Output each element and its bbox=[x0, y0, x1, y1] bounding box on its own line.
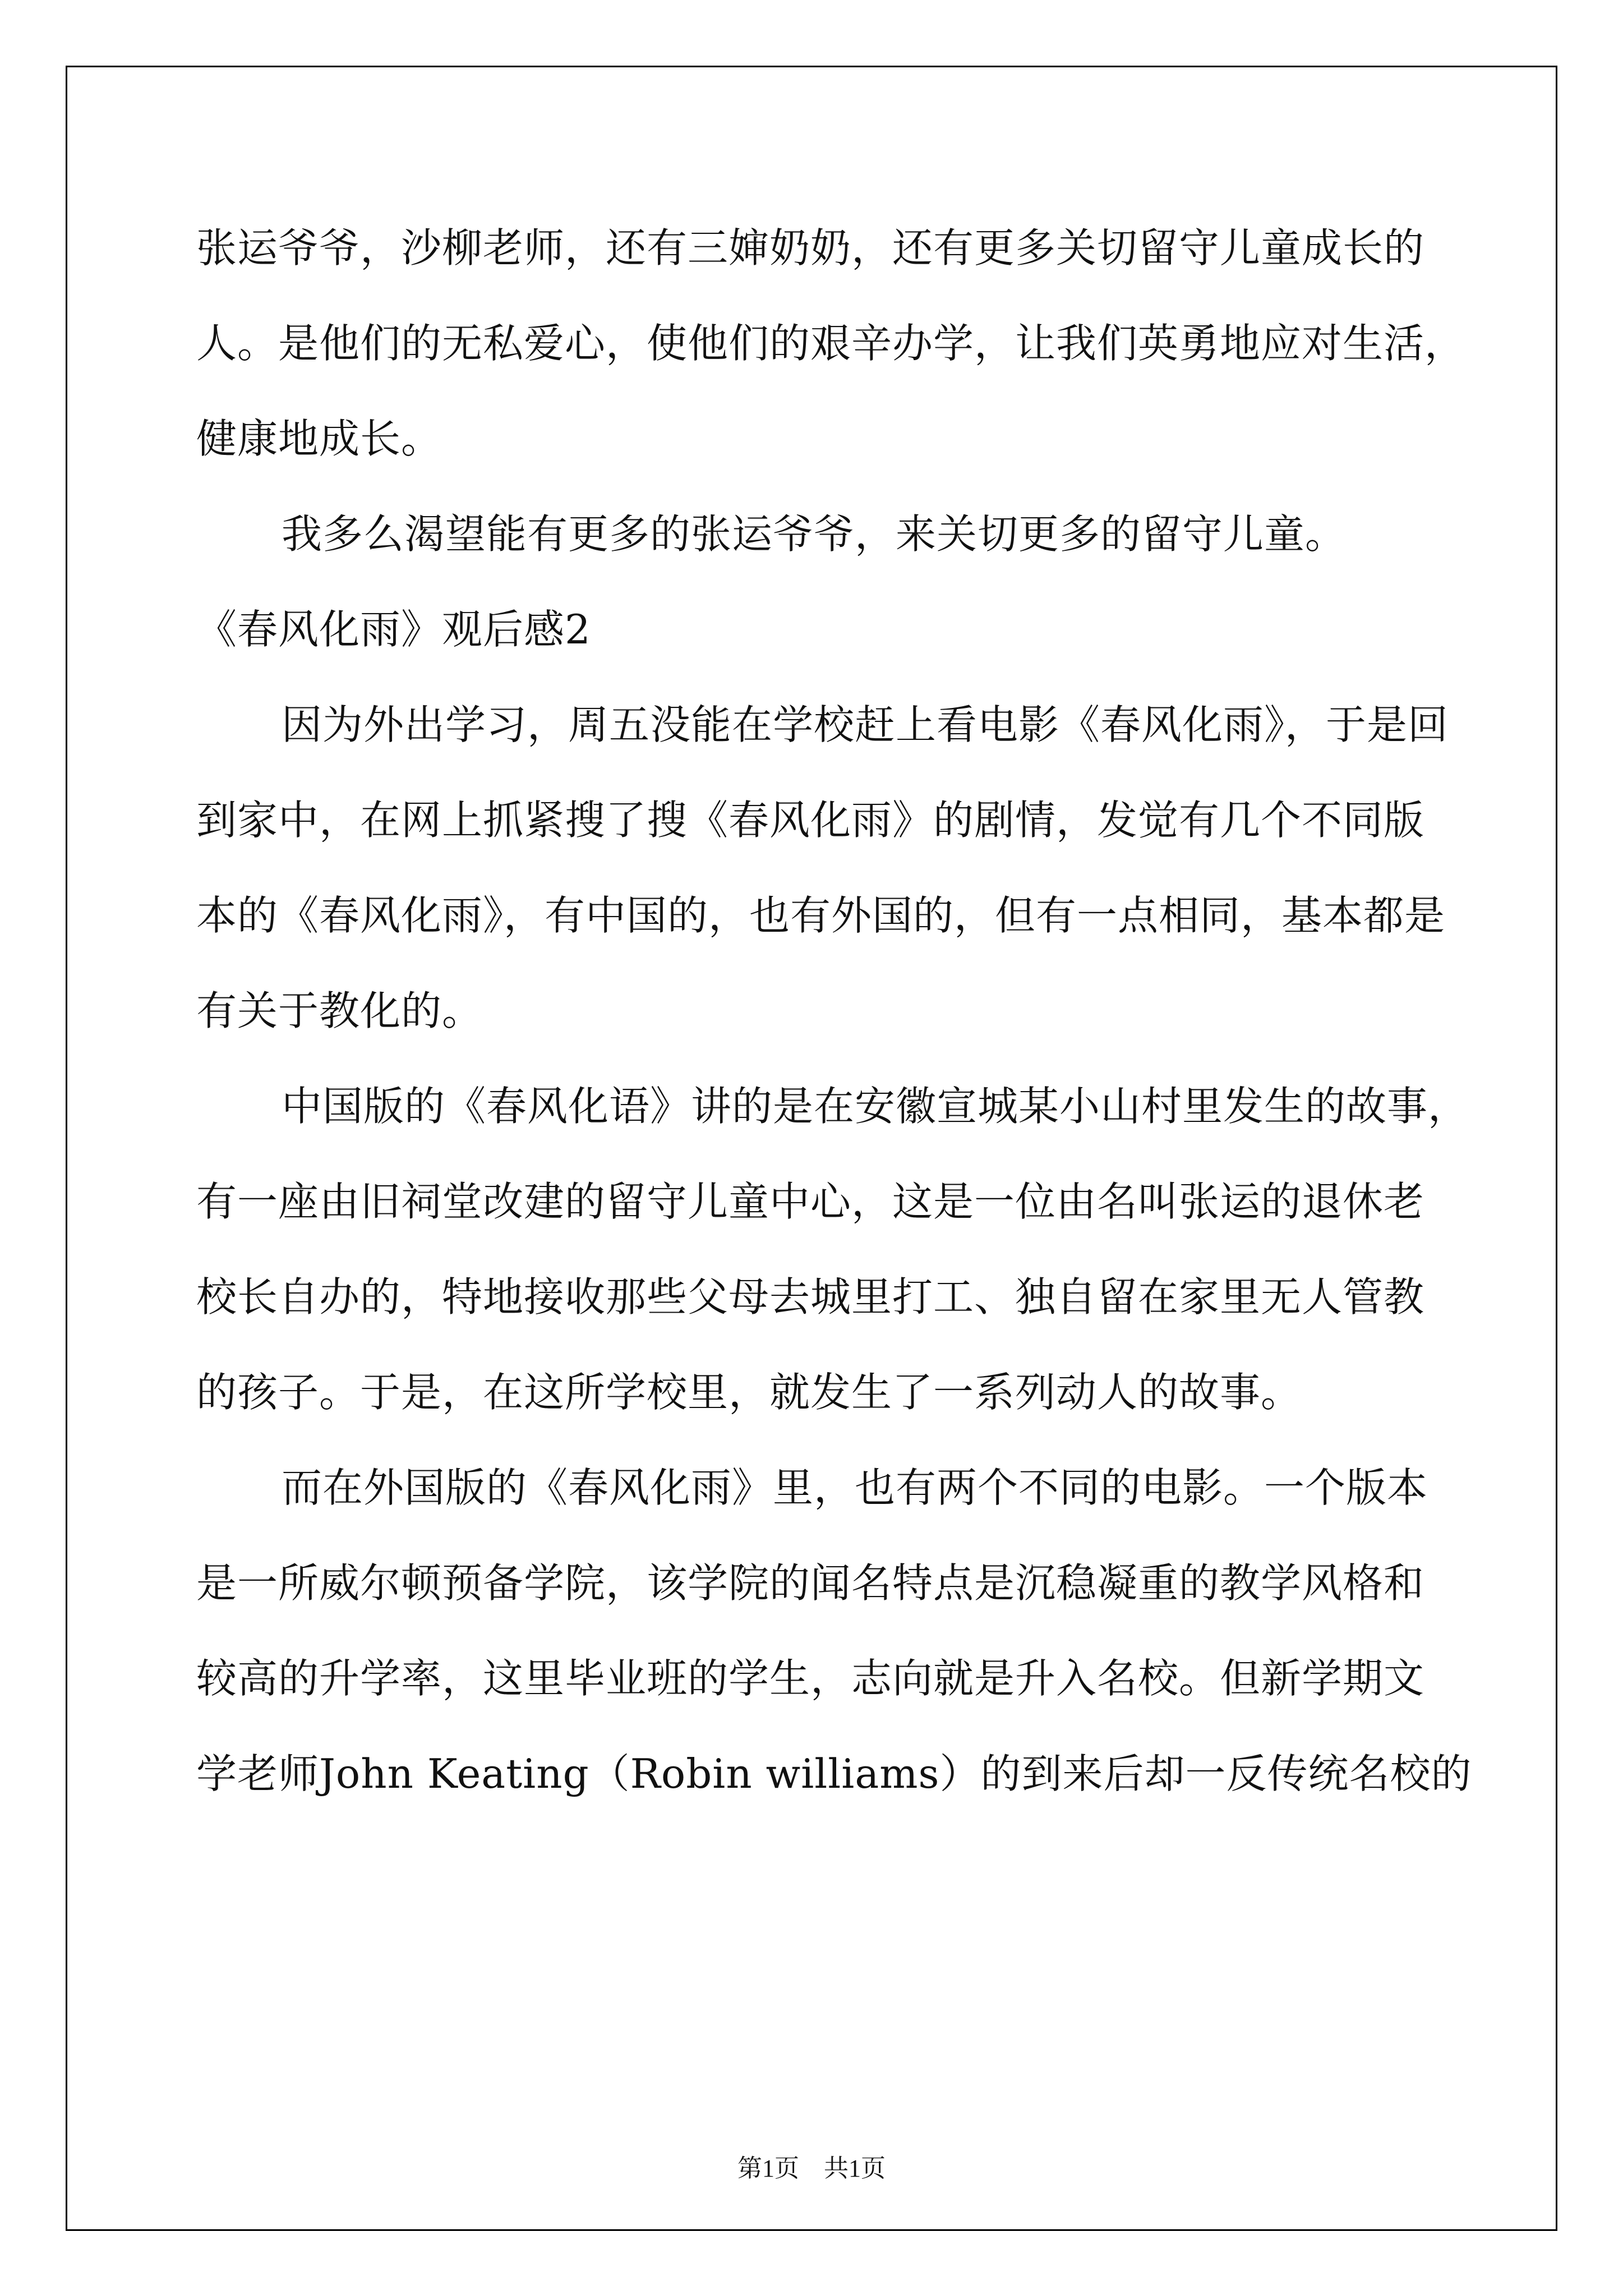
text-line: 到家中，在网上抓紧搜了搜《春风化雨》的剧情，发觉有几个不同版 bbox=[196, 797, 1425, 844]
section-heading: 《春风化雨》观后感2 bbox=[196, 606, 591, 653]
text-line: 有一座由旧祠堂改建的留守儿童中心，这是一位由名叫张运的退休老 bbox=[196, 1178, 1425, 1225]
text-line: 健康地成长。 bbox=[196, 415, 442, 462]
text-line: 张运爷爷，沙柳老师，还有三婶奶奶，还有更多关切留守儿童成长的 bbox=[196, 224, 1425, 272]
text-line: 中国版的《春风化语》讲的是在安徽宣城某小山村里发生的故事， bbox=[282, 1083, 1469, 1130]
text-line: 的孩子。于是，在这所学校里，就发生了一系列动人的故事。 bbox=[196, 1369, 1302, 1416]
text-line: 学老师John Keating（Robin williams）的到来后却一反传统名校的 bbox=[196, 1750, 1472, 1797]
page-number-footer: 第1页 共1页 bbox=[737, 2155, 886, 2182]
text-line: 本的《春风化雨》，有中国的，也有外国的，但有一点相同，基本都是 bbox=[196, 892, 1446, 939]
text-line: 校长自办的，特地接收那些父母去城里打工、独自留在家里无人管教 bbox=[196, 1273, 1425, 1320]
page-border bbox=[66, 66, 1557, 2231]
text-line: 因为外出学习，周五没能在学校赶上看电影《春风化雨》，于是回 bbox=[282, 701, 1449, 748]
text-line: 人。是他们的无私爱心，使他们的艰辛办学，让我们英勇地应对生活， bbox=[196, 320, 1466, 367]
text-line: 而在外国版的《春风化雨》里，也有两个不同的电影。一个版本 bbox=[282, 1464, 1428, 1511]
text-line: 有关于教化的。 bbox=[196, 987, 483, 1034]
text-line: 较高的升学率，这里毕业班的学生，志向就是升入名校。但新学期文 bbox=[196, 1655, 1425, 1702]
text-line: 是一所威尔顿预备学院，该学院的闻名特点是沉稳凝重的教学风格和 bbox=[196, 1559, 1425, 1607]
text-line: 我多么渴望能有更多的张运爷爷，来关切更多的留守儿童。 bbox=[282, 510, 1347, 558]
